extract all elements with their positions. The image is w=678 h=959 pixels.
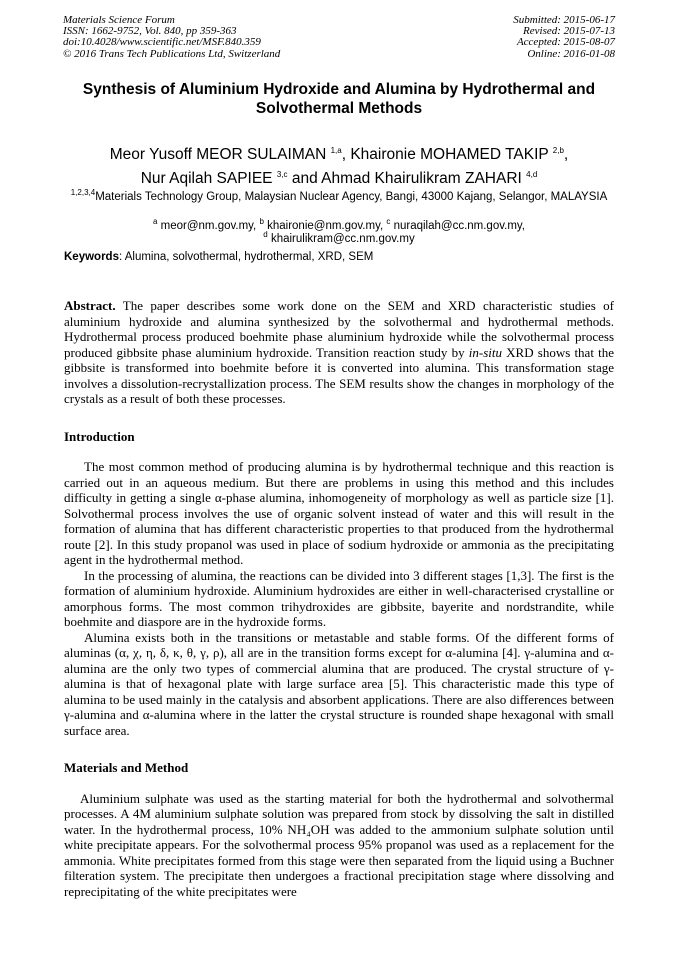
section-heading-introduction: Introduction: [64, 428, 135, 444]
paragraph: The most common method of producing alumina is by hydrothermal technique and this reaction is carried out in an aqueous medium. But there are problems in using this method and this includes difficulty in getting a single α-phase alumina, inhomogeneity of morphology as well as particle size [1]. Solvothermal process involves the use of organic solvent instead of water and this will result in the formation of alumina that has different characteristic properties to that produced from the hydrothermal route [2]. In this study propanol was used in place of sodium hydroxide or ammonia as the precipitating agent in the hydrothermal method.: [64, 459, 614, 567]
email[interactable]: khaironie@nm.gov.my,: [267, 220, 387, 232]
abstract-text: The paper describes some work done on the SEM and XRD characteristic studies of aluminium hydroxide and alumina synthesized by the solvothermal and hydrothermal methods. Hydrothermal process produced boehmite phase aluminium hydroxide while the solvothermal process produced gibbsite phase aluminium hydroxide. Transition reaction study by: [64, 298, 614, 360]
author-sup: 2,b: [552, 145, 564, 155]
author-name: Meor Yusoff MEOR SULAIMAN: [109, 146, 327, 163]
email[interactable]: khairulikram@cc.nm.gov.my: [270, 233, 415, 245]
section-heading-materials-method: Materials and Method: [64, 760, 189, 775]
methods-body: [64, 791, 614, 900]
author-name: Ahmad Khairulikram ZAHARI: [321, 170, 522, 187]
author-sup: 4,d: [526, 169, 538, 179]
copyright: © 2016 Trans Tech Publications Ltd, Switzerland: [63, 47, 281, 60]
email-sup: d: [263, 230, 268, 240]
keywords-label: Keywords: [64, 251, 119, 263]
keywords: [64, 250, 373, 264]
revised-date: Revised: 2015-07-13: [523, 25, 615, 38]
email-sup: a: [153, 217, 158, 227]
accepted-date: Accepted: 2015-08-07: [516, 36, 615, 49]
abstract: [64, 298, 614, 407]
keywords-text: : Alumina, solvothermal, hydrothermal, XRD, SEM: [118, 251, 374, 263]
doi: doi:10.4028/www.scientific.net/MSF.840.359: [63, 36, 261, 49]
paper-body: [64, 298, 614, 899]
email-sup: c: [386, 217, 391, 227]
journal-info: [63, 15, 280, 60]
abstract-text: XRD shows that the gibbsite is transformed into boehmite before it is converted into alumina. This transformation stage involves a dissolution-recrystallization process. The SEM results show the changes in morphology of the crystals as a result of both these processes.: [64, 344, 614, 406]
journal-name: Materials Science Forum: [63, 14, 175, 26]
email-list: [64, 217, 614, 246]
introduction-body: [64, 459, 614, 738]
abstract-italic: in-situ: [468, 344, 502, 360]
abstract-label: Abstract.: [64, 298, 116, 313]
author-sup: 3,c: [276, 169, 288, 179]
issn: ISSN: 1662-9752, Vol. 840, pp 359-363: [63, 25, 237, 38]
author-list: [40, 143, 638, 191]
author-sep: ,: [341, 146, 351, 163]
paragraph: Alumina exists both in the transitions or metastable and stable forms. Of the different forms of aluminas (α, χ, η, δ, κ, θ, γ, ρ), all are in the transition forms except for α-alumina [4]. γ-alumina and α-alumina are the only two types of commercial alumina that are produced. The crystal structure of γ-alumina is that of hexagonal plate with large surface area [5]. This characteristic made this type of alumina to be used mainly in the catalysis and absorbent applications. There are also differences between γ-alumina and α-alumina where in the latter the crystal structure is rounded shape hexagonal with small surface area.: [64, 629, 614, 738]
email[interactable]: meor@nm.gov.my,: [160, 220, 260, 232]
online-date: Online: 2016-01-08: [527, 47, 615, 60]
dates-info: [513, 15, 615, 60]
author-sep: and: [287, 170, 322, 187]
author-name: Khaironie MOHAMED TAKIP: [350, 146, 549, 163]
affiliation-sup: 1,2,3,4: [70, 188, 96, 198]
affiliation: [64, 188, 614, 204]
paragraph: Aluminium sulphate was used as the starting material for both the hydrothermal and solvothermal processes. A 4M aluminium sulphate solution was prepared from stock by dissolving the salt in distilled water. In the hydrothermal process, 10% NH₄OH was added to the ammonium sulphate solution until white precipitate appears. For the solvothermal process 95% propanol was used as a replacement for the ammonia. White precipitates formed from this stage were then separated from the liquid using a Buchner filteration system. The precipitate then undergoes a fractional precipitation stage where dissolving and reprecipitating of the white precipitates were: [64, 790, 614, 899]
author-sup: 1,a: [330, 145, 342, 155]
paragraph: In the processing of alumina, the reactions can be divided into 3 different stages [1,3]. The first is the formation of aluminium hydroxide. Aluminium hydroxides are either in well-characterised crystalline or amorphous forms. The most common trihydroxides are gibbsite, bayerite and nordstrandite, while boehmite and diaspore are in the hydroxide forms.: [64, 567, 614, 629]
author-name: Nur Aqilah SAPIEE: [140, 170, 273, 187]
paper-title: Synthesis of Aluminium Hydroxide and Alumina by Hydrothermal and Solvothermal Methods: [82, 81, 596, 117]
affiliation-text: Materials Technology Group, Malaysian Nuclear Agency, Bangi, 43000 Kajang, Selangor, MALAYSIA: [95, 191, 608, 203]
submitted-date: Submitted: 2015-06-17: [513, 14, 615, 26]
email-sup: b: [259, 217, 264, 227]
author-sep: ,: [563, 146, 569, 163]
email[interactable]: nuraqilah@cc.nm.gov.my,: [393, 220, 525, 232]
